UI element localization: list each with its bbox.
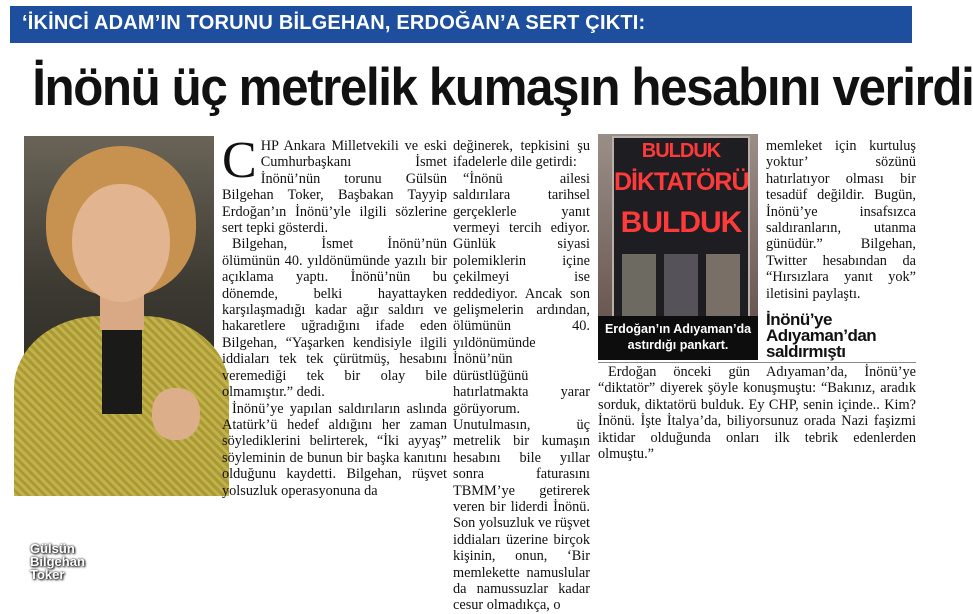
kicker-bar [10,6,912,43]
kicker-text: ‘İKİNCİ ADAM’IN TORUNU BİLGEHAN, ERDOĞAN’A SERT ÇIKTI: [22,12,646,34]
article-paragraph: değinerek, tepkisini şu ifadelerle dile getirdi: [453,138,590,171]
banner-image [612,136,750,330]
portrait-photo [24,136,214,582]
article-paragraph: İnönü’ye yapılan saldırıların aslında Atatürk’ü hedef aldığını her zaman söylediklerini belirterek, “İki ayyaş” söyleminin de bunun bir başka kanıtını olduğunu kaydetti. Bilgehan, rüşvet yolsuzluk operasyonuna da [222,400,447,499]
banner-word: BULDUK [620,206,742,239]
banner-word: BULDUK [641,140,721,162]
article-paragraph: Bilgehan, İsmet İnönü’nün ölümünün 40. yıldönümünde yazılı bir açıklama yaptı. İnönü’nün bu dönemde, belki hayattayken karşılaşmadığı kadar ağır saldırı ve hakaretlere uğradığını ifade eden Bilgehan, “Yaşarken kendisiyle ilgili iddiaları tek tek çürütmüş, hesabını veremediği tek bir olay bile olmamıştır.” dedi. [222,236,447,401]
photo-caption-line: Bilgehan [30,554,85,569]
headline: İnönü üç metrelik kumaşın hesabını verirdi [32,58,973,117]
divider [598,362,916,363]
article-paragraph: Erdoğan önceki gün Adıyaman’da, İnönü’ye “diktatör” diyerek şöyle konuşmuştu: “Bakınız, aradık sorduk, diktatörü bulduk. Ey CHP, senin içinde.. Kim? İnönü. İşte İtalya’da, biliyorsunuz orada Nazi faşizmi iktidar olduğunda onları ilk tebrik edenlerden olmuştu.” [598,364,916,463]
bottom-section [598,364,916,462]
banner-portrait [706,254,740,320]
article-paragraph: CHP Ankara Milletvekili ve eski Cumhurbaşkanı İsmet İnönü’nün torunu Gülsün Bilgehan Toker, Başbakan Tayyip Erdoğan’ın İnönü’yle ilgili sözlerine sert tepki gösterdi. [222,132,447,237]
article-column-2 [453,138,590,614]
article-paragraph: “İnönü ailesi saldırılara tarihsel gerçeklerle yanıt vermeyi tercih ediyor. Günlük siyasi polemiklerin içine çekilmeyi ise reddediyor. Ancak son gelişmelerin ardından, ölümünün 40. yıldönümünde İnönü’nün dürüstlüğünü hatırlatmakta yarar görüyorum. Unutulmasın, üç metrelik bir kumaşın hesabını bile yıllar sonra faturasını TBMM’ye getirerek veren bir liderdi İnönü. Son yolsuzluk ve rüşvet iddiaları üzerine birçok kişinin, onun, ‘Bir memlekette namuslular da namussuzlar kadar cesur olmadıkça, o [453,170,591,614]
article-column-1 [222,132,447,499]
subheading [766,312,916,360]
subheading-line: saldırmıştı [766,342,846,361]
photo-caption-line: Gülsün [30,541,75,556]
article-column-3 [766,138,916,302]
photo-caption [30,542,85,581]
drop-cap: C [222,132,257,189]
poster-caption-line: astırdığı pankart. [627,338,729,352]
poster-caption-line: Erdoğan’ın Adıyaman’da [604,322,752,336]
banner-portrait [664,254,698,320]
banner-word: DİKTATÖRÜ [614,168,749,196]
poster-photo [598,134,758,360]
subheading-line: Adıyaman’dan [766,326,877,345]
photo-caption-line: Toker [30,567,65,582]
poster-caption [598,316,758,360]
banner-portrait [622,254,656,320]
subheading-line: İnönü’ye [766,310,832,329]
article-paragraph: memleket için kurtuluş yoktur’ sözünü hatırlatıyor olması bir tesadüf değildir. Bugün, İnönü’ye insafsızca saldıranların, utanma günüdür.” Bilgehan, Twitter hesabından da “Hırsızlara yanıt yok” iletisini paylaştı. [766,138,916,302]
